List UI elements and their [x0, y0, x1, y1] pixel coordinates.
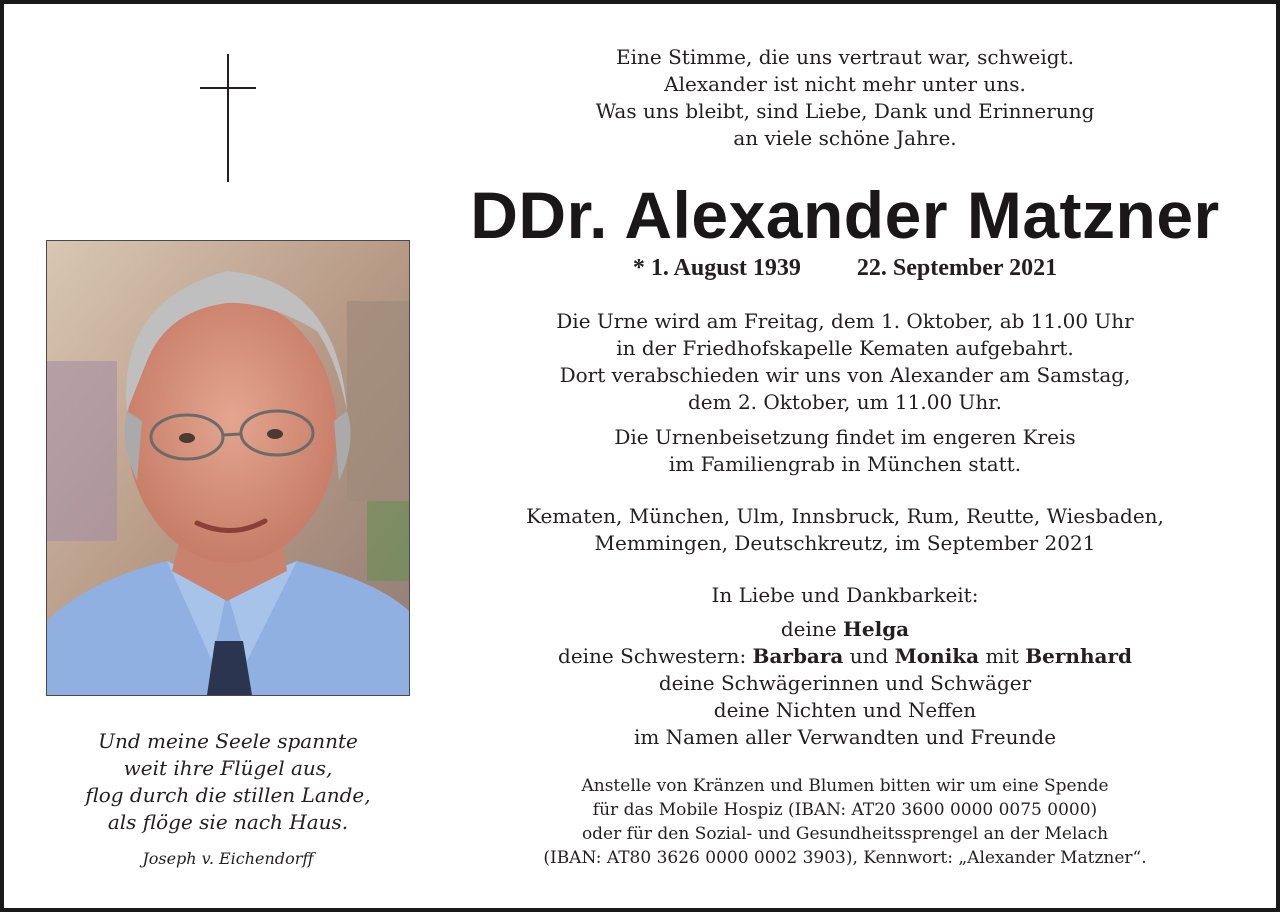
deceased-name: DDr. Alexander Matzner [470, 178, 1220, 252]
donation-line: (IBAN: AT80 3626 0000 0002 3903), Kennwort: „Alexander Matzner“. [543, 848, 1147, 868]
mourner-line: deine Nichten und Neffen [713, 698, 977, 722]
opening-verse [440, 44, 1250, 152]
urn-notice-line: Die Urne wird am Freitag, dem 1. Oktober, ab 11.00 Uhr [556, 309, 1134, 333]
urn-notice [440, 308, 1250, 416]
mourner-line: deine Schwestern: Barbara und Monika mit Bernhard [558, 644, 1132, 668]
donation-line: Anstelle von Kränzen und Blumen bitten wir um eine Spende [581, 776, 1109, 796]
death-date: 22. September 2021 [856, 255, 1058, 281]
mourners-list [440, 616, 1250, 751]
places-line: Kematen, München, Ulm, Innsbruck, Rum, Reutte, Wiesbaden, [526, 504, 1164, 528]
burial-notice [440, 424, 1250, 478]
poem-author: Joseph v. Eichendorff [142, 849, 314, 868]
mourner-name: Bernhard [1025, 644, 1132, 668]
donation-line: für das Mobile Hospiz (IBAN: AT20 3600 0000 0075 0000) [592, 800, 1098, 820]
poem-line: Und meine Seele spannte [98, 729, 358, 753]
mourner-line: im Namen aller Verwandten und Freunde [633, 725, 1057, 749]
urn-notice-line: in der Friedhofskapelle Kematen aufgebahrt. [616, 336, 1074, 360]
mourner-name: Barbara [752, 644, 844, 668]
places-and-date [440, 503, 1250, 557]
donation-notice [440, 774, 1250, 870]
poem-line: als flöge sie nach Haus. [107, 810, 349, 834]
urn-notice-line: Dort verabschieden wir uns von Alexander am Samstag, [559, 363, 1131, 387]
portrait-photo [46, 240, 410, 696]
donation-line: oder für den Sozial- und Gesundheitssprengel an der Melach [581, 824, 1109, 844]
verse-line: Eine Stimme, die uns vertraut war, schweigt. [616, 45, 1074, 69]
urn-notice-line: dem 2. Oktober, um 11.00 Uhr. [688, 390, 1002, 414]
mourner-line: deine Schwägerinnen und Schwäger [658, 671, 1032, 695]
poem-line: weit ihre Flügel aus, [123, 756, 333, 780]
birth-date: * 1. August 1939 [632, 255, 801, 281]
poem-line: flog durch die stillen Lande, [85, 783, 371, 807]
places-line: Memmingen, Deutschkreutz, im September 2021 [594, 531, 1096, 555]
cross-icon [200, 54, 256, 182]
verse-line: an viele schöne Jahre. [733, 126, 957, 150]
verse-line: Was uns bleibt, sind Liebe, Dank und Erinnerung [595, 99, 1095, 123]
mourner-name: Monika [894, 644, 980, 668]
mourner-name: Helga [842, 617, 910, 641]
poem [46, 728, 410, 836]
burial-notice-line: im Familiengrab in München statt. [668, 452, 1022, 476]
verse-line: Alexander ist nicht mehr unter uns. [664, 72, 1026, 96]
mourners-intro: In Liebe und Dankbarkeit: [711, 583, 979, 607]
life-dates [440, 254, 1250, 282]
burial-notice-line: Die Urnenbeisetzung findet im engeren Kreis [614, 425, 1076, 449]
mourner-line: deine Helga [780, 617, 910, 641]
